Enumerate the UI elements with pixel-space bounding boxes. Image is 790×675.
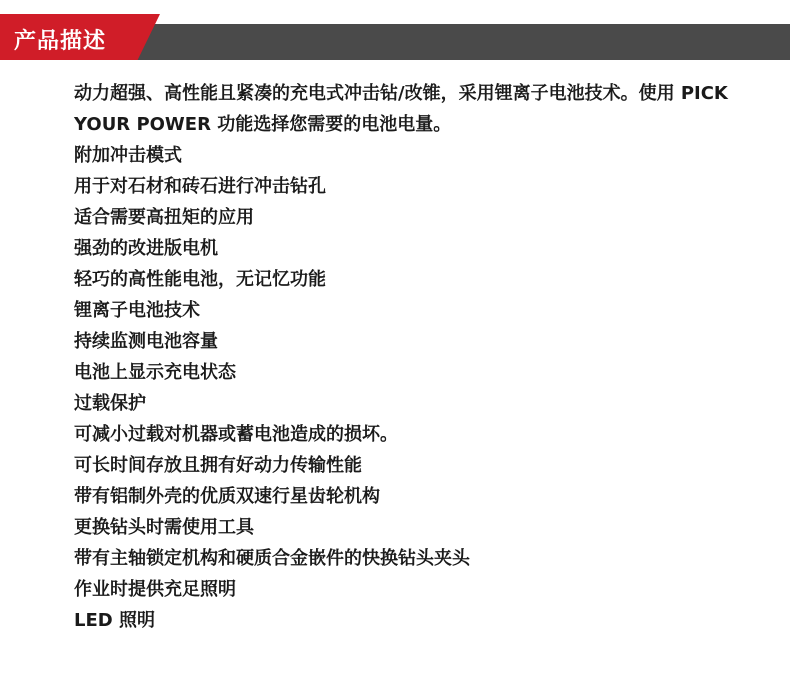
feature-item: 可长时间存放且拥有好动力传输性能 [74,455,362,476]
feature-item: 附加冲击模式 [74,145,182,166]
feature-item: 适合需要高扭矩的应用 [74,207,254,228]
feature-item: 过载保护 [74,393,146,414]
feature-item: 电池上显示充电状态 [74,362,236,383]
feature-item: 带有主轴锁定机构和硬质合金嵌件的快换钻头夹头 [74,548,470,569]
section-title: 产品描述 [14,29,107,54]
feature-list [74,140,734,636]
product-description [74,78,734,636]
feature-item: 用于对石材和砖石进行冲击钻孔 [74,176,326,197]
intro-paragraph: 动力超强、高性能且紧凑的充电式冲击钻/改锥，采用锂离子电池技术。使用 PICK YOUR POWER 功能选择您需要的电池电量。 [74,83,728,135]
feature-item: 作业时提供充足照明 [74,579,236,600]
feature-item: 强劲的改进版电机 [74,238,218,259]
feature-item: 持续监测电池容量 [74,331,218,352]
feature-item: 可减小过载对机器或蓄电池造成的损坏。 [74,424,398,445]
feature-item: 轻巧的高性能电池，无记忆功能 [74,269,326,290]
feature-item: 锂离子电池技术 [74,300,200,321]
feature-item: 带有铝制外壳的优质双速行星齿轮机构 [74,486,380,507]
feature-item: LED 照明 [74,610,155,631]
feature-item: 更换钻头时需使用工具 [74,517,254,538]
